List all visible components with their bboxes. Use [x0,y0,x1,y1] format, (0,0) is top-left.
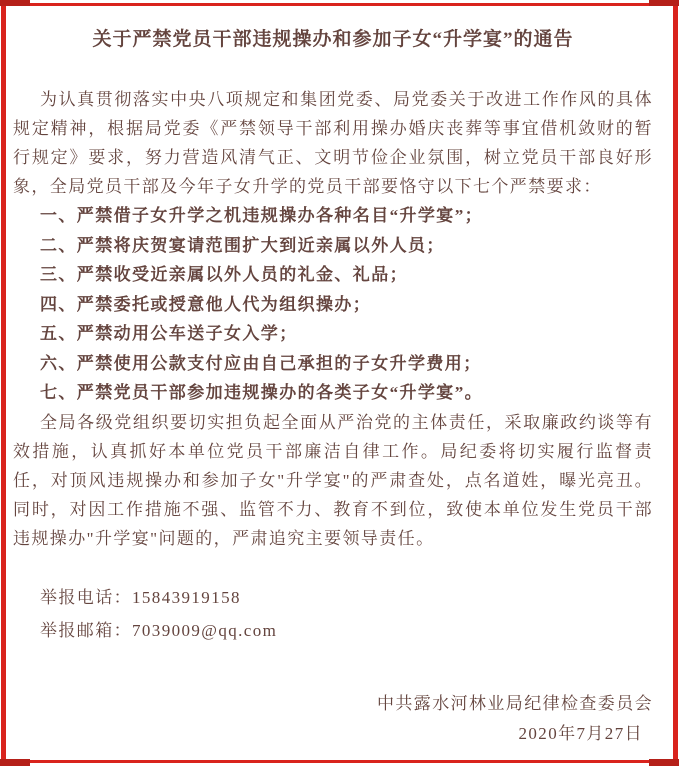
frame-corner-top-right [649,0,679,6]
report-phone-line [13,581,653,614]
frame-bottom-border [0,760,679,763]
rule-item-6: 六、严禁使用公款支付应由自己承担的子女升学费用； [40,353,482,373]
report-phone-label: 举报电话： [40,587,132,607]
intro-paragraph: 为认真贯彻落实中央八项规定和集团党委、局党委关于改进工作作风的具体规定精神，根据局党委《严禁领导干部利用操办婚庆丧葬等事宜借机敛财的暂行规定》要求，努力营造风清气正、文明节俭企业氛围，树立党员干部良好形象，全局党员干部及今年子女升学的党员干部要恪守以下七个严禁要求： [13,90,653,196]
frame-corner-bottom-left [0,759,30,766]
frame-right-border [673,4,678,765]
notice-content [13,0,653,749]
frame-left-border [1,4,6,762]
rule-item-5: 五、严禁动用公车送子女入学； [40,324,298,343]
frame-corner-bottom-right [649,759,679,766]
rule-item-7: 七、严禁党员干部参加违规操办的各类子女“升学宴”。 [40,383,483,402]
notice-title: 关于严禁党员干部违规操办和参加子女“升学宴”的通告 [92,29,574,50]
rule-item-4: 四、严禁委托或授意他人代为组织操办； [40,294,372,314]
closing-paragraph: 全局各级党组织要切实担负起全面从严治党的主体责任，采取廉政约谈等有效措施，认真抓好本单位党员干部廉洁自律工作。局纪委将切实履行监督责任，对顶风违规操办和参加子女"升学宴"的严肃查处，点名道姓，曝光亮丑。同时，对因工作措施不强、监管不力、教育不到位，致使本单位发生党员干部违规操办"升学宴"问题的，严肃追究主要领导责任。 [13,412,653,548]
report-email-label: 举报邮箱： [40,620,132,640]
rule-item-2: 二、严禁将庆贺宴请范围扩大到近亲属以外人员； [40,235,445,255]
signature-date: 2020年7月27日 [518,723,643,743]
rule-item-3: 三、严禁收受近亲属以外人员的礼金、礼品； [40,265,408,284]
rules-list [13,201,653,408]
report-email-line [13,614,653,647]
contact-info [13,581,653,647]
report-phone-number: 15843919158 [132,587,241,607]
signature-organization: 中共露水河林业局纪律检查委员会 [377,693,653,713]
report-email-address: 7039009@qq.com [132,620,278,640]
rule-item-1: 一、严禁借子女升学之机违规操办各种名目“升学宴”； [40,206,483,225]
signature-block [13,689,653,749]
